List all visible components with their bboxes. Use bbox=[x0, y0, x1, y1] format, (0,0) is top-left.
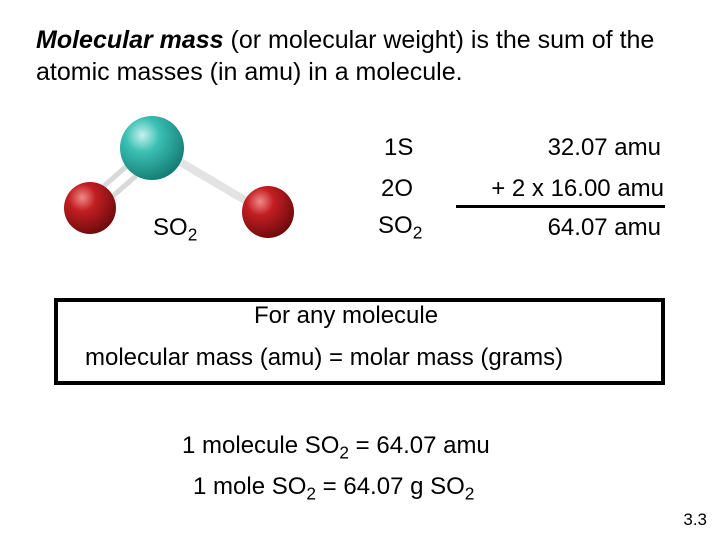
sum-underline bbox=[456, 205, 665, 208]
box-equation: molecular mass (amu) = molar mass (grams) bbox=[85, 344, 564, 371]
oxygen-atom-right bbox=[242, 186, 294, 238]
statement-mole-pre: 1 mole SO bbox=[193, 473, 307, 500]
calc-row-3-label-sub: 2 bbox=[412, 222, 423, 243]
box-heading: For any molecule bbox=[254, 302, 439, 329]
statement-mole-post: = 64.07 g SO bbox=[316, 473, 465, 500]
statement-mole-end-sub: 2 bbox=[464, 483, 475, 504]
calc-row-3-label bbox=[378, 212, 423, 243]
statement-molecule-sub: 2 bbox=[339, 442, 350, 463]
statement-molecule-pre: 1 molecule SO bbox=[182, 432, 340, 459]
intro-text bbox=[36, 24, 696, 88]
molecule-label-main: SO bbox=[153, 214, 188, 241]
oxygen-atom-left bbox=[64, 182, 116, 234]
statement-mole-sub: 2 bbox=[306, 483, 316, 504]
statement-molecule bbox=[182, 432, 490, 463]
intro-rest: (or molecular weight) is the sum of the atomic masses (in amu) in a molecule. bbox=[36, 26, 655, 86]
calc-row-2-value: + 2 x 16.00 amu bbox=[491, 175, 664, 202]
page-number: 3.3 bbox=[683, 510, 707, 529]
calc-row-1-label: 1S bbox=[384, 134, 414, 161]
calc-row-3-value: 64.07 amu bbox=[547, 214, 661, 241]
calc-row-3-label-main: SO bbox=[378, 212, 413, 239]
molecule-label bbox=[153, 214, 198, 245]
calc-row-1-value: 32.07 amu bbox=[547, 134, 661, 161]
statement-molecule-post: = 64.07 amu bbox=[349, 432, 490, 459]
calc-row-2-label: 2O bbox=[381, 175, 414, 202]
statement-mole bbox=[193, 473, 475, 504]
intro-term: Molecular mass bbox=[36, 26, 224, 54]
molecule-label-sub: 2 bbox=[187, 224, 198, 245]
sulfur-atom bbox=[120, 116, 184, 180]
